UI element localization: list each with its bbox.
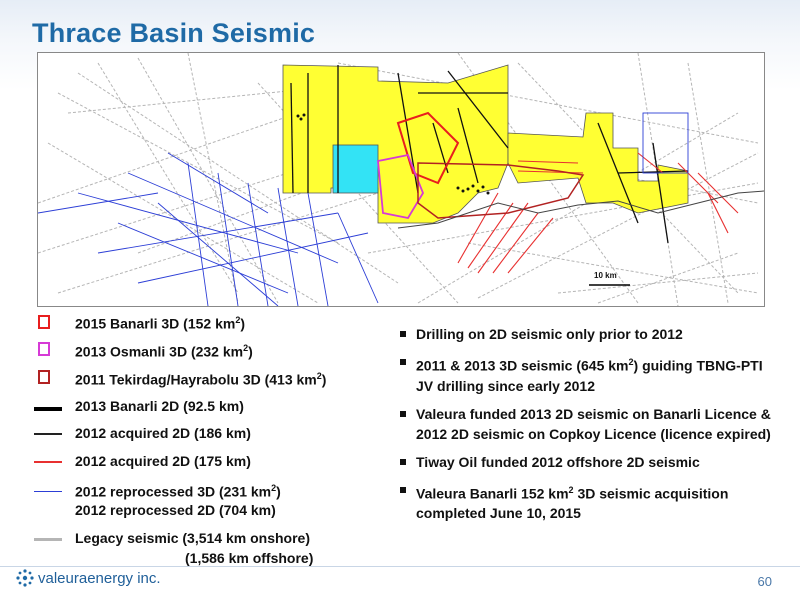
legend-item-banarli-3d: 2015 Banarli 3D (152 $km^2$) xyxy=(75,315,246,332)
reprocessed-swatch xyxy=(34,491,62,492)
legend-item-legacy-onshore: Legacy seismic (3,514 km onshore) xyxy=(75,530,310,546)
bullet-item: Tiway Oil funded 2012 offshore 2D seismic xyxy=(398,452,778,472)
bullet-item: 2011 & 2013 3D seismic (645 $km^2$) guiding TBNG-PTI JV drilling since early 2012 xyxy=(398,352,778,396)
licence-areas xyxy=(283,65,688,223)
bullet-item: Valeura funded 2013 2D seismic on Banarli Licence & 2012 2D seismic on Copkoy Licence (licence expired) xyxy=(398,404,778,444)
legend-item-acquired-2d-black: 2012 acquired 2D (186 km) xyxy=(75,425,251,441)
acquired-2d-red-swatch xyxy=(34,461,62,463)
scale-label: 10 km xyxy=(594,271,617,280)
page-number: 60 xyxy=(757,574,772,589)
seismic-map xyxy=(37,52,765,307)
map-graphic xyxy=(38,53,764,306)
legend-item-acquired-2d-red: 2012 acquired 2D (175 km) xyxy=(75,453,251,469)
legacy-swatch xyxy=(34,538,62,541)
legend-item-tekirdag-3d: 2011 Tekirdag/Hayrabolu 3D (413 $km^2$) xyxy=(75,371,327,388)
tekirdag-3d-swatch xyxy=(38,370,50,384)
bullet-item: Valeura Banarli 152 $km^2$ 3D seismic acquisition completed June 10, 2015 xyxy=(398,480,778,524)
bullet-list xyxy=(398,324,778,531)
acquired-2d-black-swatch xyxy=(34,433,62,435)
bullet-item: Drilling on 2D seismic only prior to 2012 xyxy=(398,324,778,344)
osmanli-area xyxy=(333,145,378,193)
legend-item-reprocessed-2d: 2012 reprocessed 2D (704 km) xyxy=(75,502,276,518)
legend-item-banarli-2d: 2013 Banarli 2D (92.5 km) xyxy=(75,398,244,414)
company-name: valeuraenergy inc. xyxy=(38,570,161,587)
legend-item-legacy-offshore: (1,586 km offshore) xyxy=(185,550,314,566)
legend-item-reprocessed-3d: 2012 reprocessed 3D (231 $km^2$) xyxy=(75,483,281,500)
footer-divider xyxy=(0,566,800,567)
legend-item-osmanli-3d: 2013 Osmanli 3D (232 $km^2$) xyxy=(75,343,253,360)
valeura-logo-icon xyxy=(14,567,36,589)
osmanli-3d-swatch xyxy=(38,342,50,356)
page-title: Thrace Basin Seismic xyxy=(32,18,316,48)
banarli-2d-swatch xyxy=(34,407,62,411)
banarli-3d-swatch xyxy=(38,315,50,329)
